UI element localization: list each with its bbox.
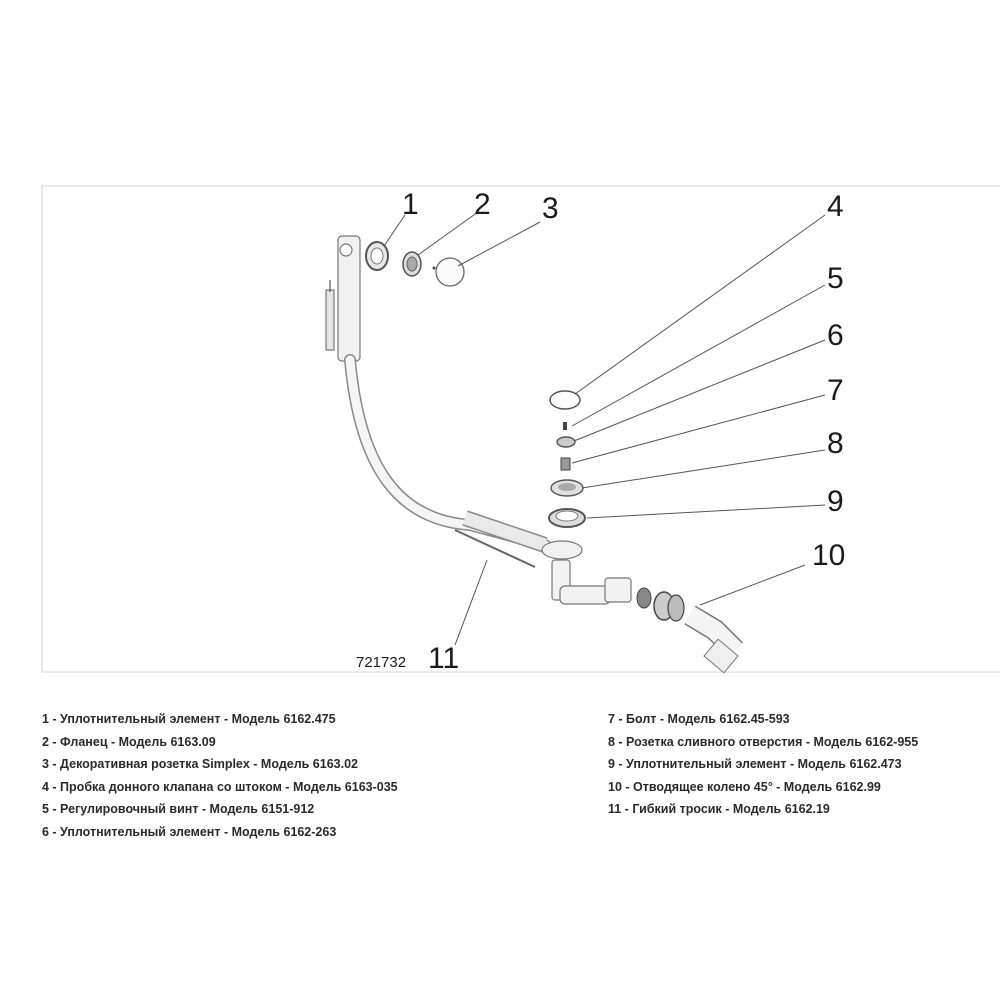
part-3-rosette xyxy=(433,258,465,286)
drawing-code: 721732 xyxy=(356,654,407,671)
part-item-9: 9 - Уплотнительный элемент - Модель 6162.473 xyxy=(608,757,902,772)
part-item-6: 6 - Уплотнительный элемент - Модель 6162-263 xyxy=(42,824,337,839)
callout-9: 9 xyxy=(827,485,844,518)
part-item-7: 7 - Болт - Модель 6162.45-593 xyxy=(608,712,790,726)
callout-1: 1 xyxy=(402,188,419,221)
callout-8: 8 xyxy=(827,427,844,460)
nut xyxy=(637,588,684,621)
overflow-assembly xyxy=(326,236,360,361)
part-item-5: 5 - Регулировочный винт - Модель 6151-912 xyxy=(42,802,315,817)
part-6-seal xyxy=(557,437,575,447)
part-item-2: 2 - Фланец - Модель 6163.09 xyxy=(42,734,216,749)
part-2-flange xyxy=(403,252,421,276)
part-9-seal xyxy=(549,509,585,527)
callout-7: 7 xyxy=(827,374,844,407)
callout-4: 4 xyxy=(827,190,844,223)
part-8-drain-rosette xyxy=(551,480,583,496)
callout-10: 10 xyxy=(812,539,846,572)
part-10-elbow xyxy=(690,615,738,673)
diagram-frame xyxy=(42,186,1000,672)
part-item-4: 4 - Пробка донного клапана со штоком - Модель 6163-035 xyxy=(42,779,398,794)
drain-body xyxy=(542,541,631,604)
part-item-10: 10 - Отводящее колено 45° - Модель 6162.99 xyxy=(608,779,881,794)
part-7-bolt xyxy=(561,458,570,470)
part-item-1: 1 - Уплотнительный элемент - Модель 6162.475 xyxy=(42,712,336,726)
callout-3: 3 xyxy=(542,192,559,225)
parts-list-left xyxy=(42,708,562,844)
callout-6: 6 xyxy=(827,319,844,352)
part-item-11: 11 - Гибкий тросик - Модель 6162.19 xyxy=(608,802,830,817)
part-1-seal xyxy=(366,242,388,270)
parts-list-right xyxy=(608,708,998,821)
callout-5: 5 xyxy=(827,262,844,295)
callout-2: 2 xyxy=(474,188,491,221)
part-item-3: 3 - Декоративная розетка Simplex - Модель 6163.02 xyxy=(42,757,358,772)
part-item-8: 8 - Розетка сливного отверстия - Модель 6162-955 xyxy=(608,734,919,749)
part-5-screw xyxy=(563,422,567,430)
callout-11: 11 xyxy=(428,642,460,675)
